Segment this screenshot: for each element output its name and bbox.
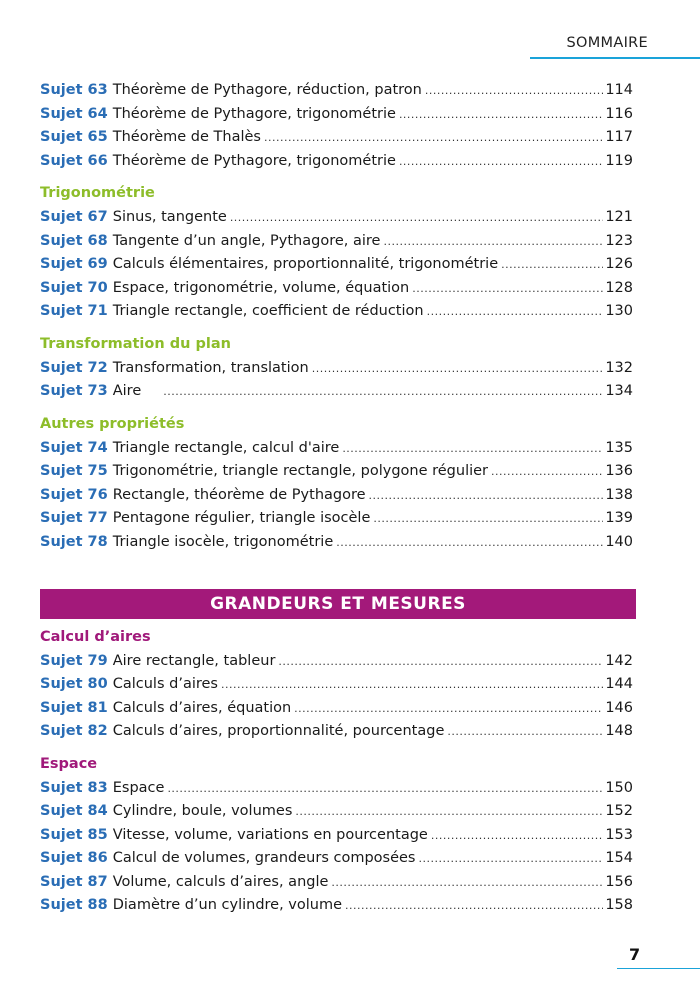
toc-entry-title: Calculs d’aires, équation: [112, 700, 292, 716]
toc-entry-number: Sujet 66: [40, 153, 108, 169]
toc-entry-number: Sujet 70: [40, 280, 108, 296]
dot-leader: [501, 254, 603, 276]
toc-entry-title: Calculs d’aires: [112, 676, 218, 692]
dot-leader: [342, 438, 603, 460]
toc-entry-number: Sujet 82: [40, 723, 108, 739]
toc-entry-title: Théorème de Pythagore, trigonométrie: [112, 106, 396, 122]
dot-leader: [163, 381, 603, 403]
toc-entry[interactable]: [40, 380, 633, 402]
toc-entry-title: Transformation, translation: [112, 360, 309, 376]
toc-entry-title: Rectangle, théorème de Pythagore: [112, 487, 366, 503]
toc-entry-page: 130: [605, 303, 633, 319]
dot-leader: [221, 674, 603, 696]
toc-entry-title: Espace: [112, 780, 165, 796]
toc-entry-number: Sujet 75: [40, 463, 108, 479]
dot-leader: [230, 207, 604, 229]
toc-entry-title: Théorème de Pythagore, réduction, patron: [112, 82, 422, 98]
toc-entry[interactable]: [40, 894, 633, 916]
toc-entry-number: Sujet 68: [40, 233, 108, 249]
toc-entry-number: Sujet 69: [40, 256, 108, 272]
toc-entry[interactable]: [40, 206, 633, 228]
toc-entry-number: Sujet 79: [40, 653, 108, 669]
toc-entry[interactable]: [40, 277, 633, 299]
toc-entry[interactable]: [40, 697, 633, 719]
toc-entry-page: 142: [605, 653, 633, 669]
toc-entry-page: 123: [605, 233, 633, 249]
toc-entry[interactable]: [40, 150, 633, 172]
toc-entry-title: Calcul de volumes, grandeurs composées: [112, 850, 416, 866]
toc-entry-page: 117: [605, 129, 633, 145]
toc-entry-page: 116: [605, 106, 633, 122]
toc-entry-number: Sujet 80: [40, 676, 108, 692]
toc-entry-page: 126: [605, 256, 633, 272]
toc-entry-page: 121: [605, 209, 633, 225]
toc-entry[interactable]: [40, 230, 633, 252]
toc-entry-page: 152: [605, 803, 633, 819]
section-heading-transformation: Transformation du plan: [40, 336, 231, 352]
toc-entry-title: Calculs élémentaires, proportionnalité, trigonométrie: [112, 256, 499, 272]
toc-entry-title: Trigonométrie, triangle rectangle, polygone régulier: [112, 463, 489, 479]
dot-leader: [294, 698, 603, 720]
toc-entry[interactable]: [40, 507, 633, 529]
toc-entry-title: Pentagone régulier, triangle isocèle: [112, 510, 371, 526]
toc-entry-title: Aire rectangle, tableur: [112, 653, 276, 669]
dot-leader: [336, 532, 603, 554]
toc-entry[interactable]: [40, 871, 633, 893]
toc-entry-title: Vitesse, volume, variations en pourcentage: [112, 827, 428, 843]
toc-entry-title: Espace, trigonométrie, volume, équation: [112, 280, 410, 296]
toc-entry-number: Sujet 74: [40, 440, 108, 456]
toc-entry-number: Sujet 64: [40, 106, 108, 122]
toc-entry-number: Sujet 72: [40, 360, 108, 376]
toc-entry-number: Sujet 65: [40, 129, 108, 145]
chapter-banner: GRANDEURS ET MESURES: [40, 589, 636, 619]
dot-leader: [369, 485, 604, 507]
toc-entry[interactable]: [40, 824, 633, 846]
section-heading-calcul-aires: Calcul d’aires: [40, 629, 151, 645]
footer-rule: [617, 968, 700, 969]
toc-entry-title: Triangle rectangle, calcul d'aire: [112, 440, 340, 456]
toc-entry-page: 153: [605, 827, 633, 843]
dot-leader: [412, 278, 603, 300]
toc-entry-page: 114: [605, 82, 633, 98]
toc-entry[interactable]: [40, 126, 633, 148]
toc-entry[interactable]: [40, 460, 633, 482]
dot-leader: [167, 778, 603, 800]
toc-entry-number: Sujet 77: [40, 510, 108, 526]
toc-entry-number: Sujet 83: [40, 780, 108, 796]
dot-leader: [312, 358, 604, 380]
toc-entry-page: 154: [605, 850, 633, 866]
dot-leader: [383, 231, 603, 253]
toc-entry-title: Théorème de Pythagore, trigonométrie: [112, 153, 396, 169]
dot-leader: [399, 151, 603, 173]
section-heading-autres-proprietes: Autres propriétés: [40, 416, 185, 432]
toc-entry-number: Sujet 63: [40, 82, 108, 98]
toc-entry-title: Théorème de Thalès: [112, 129, 261, 145]
toc-entry-number: Sujet 87: [40, 874, 108, 890]
toc-entry[interactable]: [40, 673, 633, 695]
dot-leader: [447, 721, 603, 743]
toc-entry-number: Sujet 86: [40, 850, 108, 866]
toc-entry[interactable]: [40, 357, 633, 379]
toc-entry-page: 144: [605, 676, 633, 692]
toc-entry[interactable]: [40, 777, 633, 799]
toc-entry-page: 135: [605, 440, 633, 456]
toc-entry-page: 148: [605, 723, 633, 739]
toc-entry-title: Sinus, tangente: [112, 209, 227, 225]
toc-entry-number: Sujet 84: [40, 803, 108, 819]
toc-entry-page: 136: [605, 463, 633, 479]
dot-leader: [345, 895, 603, 917]
toc-entry[interactable]: [40, 253, 633, 275]
dot-leader: [373, 508, 603, 530]
toc-entry-number: Sujet 78: [40, 534, 108, 550]
toc-entry-title: Cylindre, boule, volumes: [112, 803, 293, 819]
toc-entry-number: Sujet 85: [40, 827, 108, 843]
toc-entry-number: Sujet 71: [40, 303, 108, 319]
section-heading-espace: Espace: [40, 756, 98, 772]
toc-entry-page: 134: [605, 383, 633, 399]
toc-entry[interactable]: [40, 650, 633, 672]
toc-entry[interactable]: [40, 531, 633, 553]
toc-entry[interactable]: [40, 720, 633, 742]
toc-entry-title: Aire: [112, 383, 142, 399]
toc-entry-page: 158: [605, 897, 633, 913]
toc-entry-title: Triangle rectangle, coefficient de réduction: [112, 303, 424, 319]
toc-entry-title: Tangente d’un angle, Pythagore, aire: [112, 233, 381, 249]
toc-entry-page: 146: [605, 700, 633, 716]
dot-leader: [425, 80, 603, 102]
toc-entry-number: Sujet 81: [40, 700, 108, 716]
toc-entry-title: Triangle isocèle, trigonométrie: [112, 534, 334, 550]
toc-entry-title: Calculs d’aires, proportionnalité, pourcentage: [112, 723, 445, 739]
toc-entry-page: 138: [605, 487, 633, 503]
toc-entry-title: Diamètre d’un cylindre, volume: [112, 897, 343, 913]
toc-entry[interactable]: [40, 800, 633, 822]
toc-entry-title: Volume, calculs d’aires, angle: [112, 874, 329, 890]
toc-entry-page: 150: [605, 780, 633, 796]
toc-entry-page: 156: [605, 874, 633, 890]
toc-entry-number: Sujet 76: [40, 487, 108, 503]
toc-entry[interactable]: [40, 79, 633, 101]
dot-leader: [431, 825, 603, 847]
toc-entry-page: 139: [605, 510, 633, 526]
toc-entry-page: 119: [605, 153, 633, 169]
header-rule: [530, 57, 700, 59]
toc-entry[interactable]: [40, 300, 633, 322]
toc-entry-number: Sujet 73: [40, 383, 108, 399]
dot-leader: [331, 872, 603, 894]
toc-entry[interactable]: [40, 484, 633, 506]
dot-leader: [418, 848, 603, 870]
running-header: SOMMAIRE: [566, 35, 648, 51]
dot-leader: [264, 127, 603, 149]
dot-leader: [427, 301, 604, 323]
page-number: 7: [629, 945, 641, 964]
dot-leader: [278, 651, 603, 673]
dot-leader: [295, 801, 603, 823]
dot-leader: [399, 104, 603, 126]
toc-entry-number: Sujet 88: [40, 897, 108, 913]
toc-entry-page: 128: [605, 280, 633, 296]
toc-entry[interactable]: [40, 437, 633, 459]
toc-entry[interactable]: [40, 847, 633, 869]
section-heading-trigonometrie: Trigonométrie: [40, 185, 155, 201]
toc-entry-number: Sujet 67: [40, 209, 108, 225]
toc-entry-page: 140: [605, 534, 633, 550]
toc-entry[interactable]: [40, 103, 633, 125]
toc-entry-page: 132: [605, 360, 633, 376]
dot-leader: [491, 461, 603, 483]
